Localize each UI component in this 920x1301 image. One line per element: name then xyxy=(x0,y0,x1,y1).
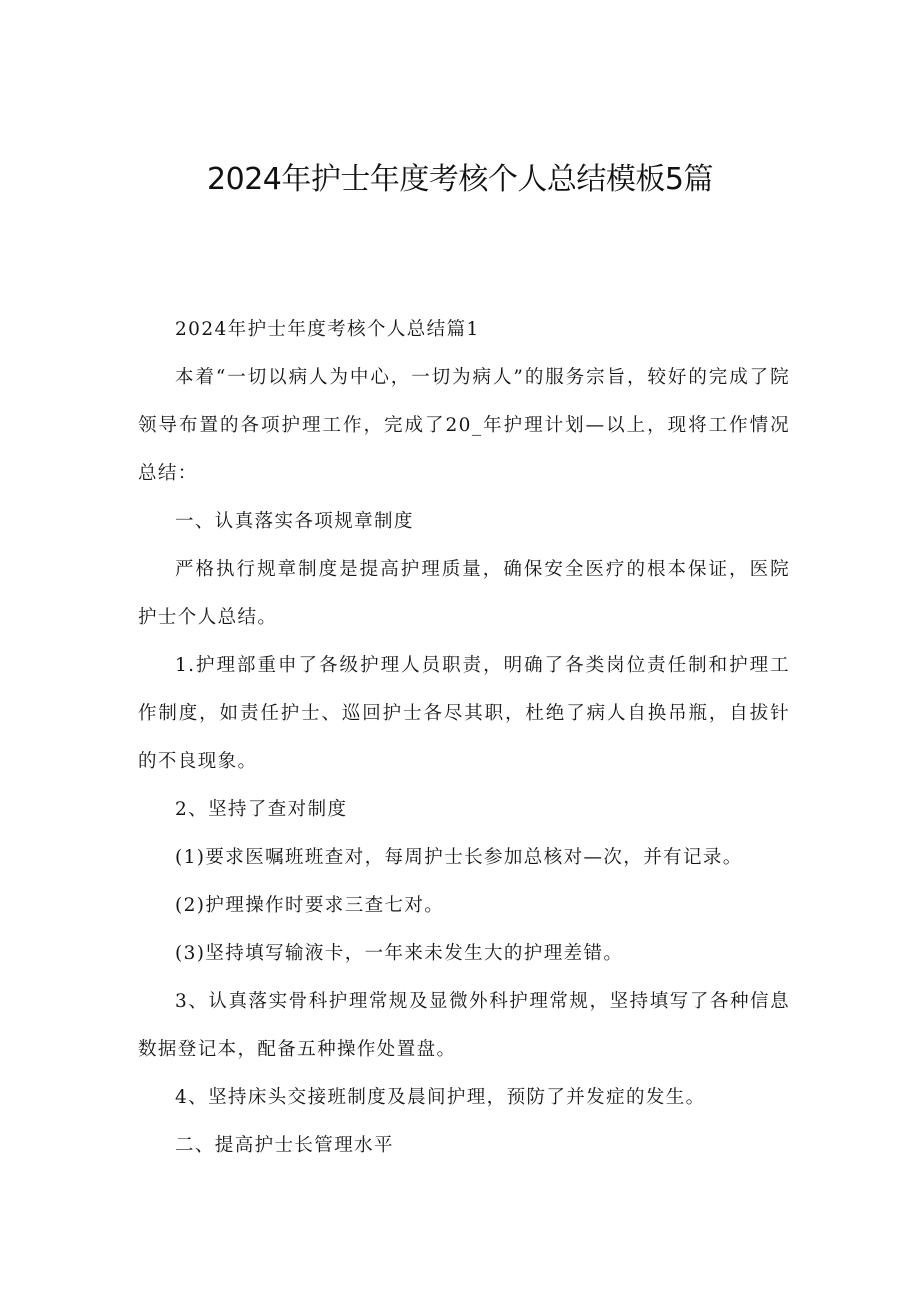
list-item-1: 1.护理部重申了各级护理人员职责，明确了各类岗位责任制和护理工作制度，如责任护士、巡回护士各尽其职，杜绝了病人自换吊瓶，自拔针的不良现象。 xyxy=(138,655,790,772)
list-item-2: 2、坚持了查对制度 xyxy=(175,799,348,820)
heading-1: 一、认真落实各项规章制度 xyxy=(175,511,414,532)
list-item-4: 4、坚持床头交接班制度及晨间护理，预防了并发症的发生。 xyxy=(175,1087,706,1108)
paragraph-rules: 严格执行规章制度是提高护理质量，确保安全医疗的根本保证，医院护士个人总结。 xyxy=(138,559,790,628)
intro-paragraph: 本着“一切以病人为中心，一切为病人”的服务宗旨，较好的完成了院领导布置的各项护理工作，完成了20_年护理计划—以上，现将工作情况总结： xyxy=(138,367,790,484)
heading-2: 二、提高护士长管理水平 xyxy=(175,1135,394,1156)
document-body xyxy=(138,306,790,1170)
section-heading-1: 2024年护士年度考核个人总结篇1 xyxy=(175,319,480,340)
sub-item-1: (1)要求医嘱班班查对，每周护士长参加总核对—次，并有记录。 xyxy=(175,847,743,868)
list-item-3: 3、认真落实骨科护理常规及显微外科护理常规，坚持填写了各种信息数据登记本，配备五种操作处置盘。 xyxy=(138,991,790,1060)
sub-item-2: (2)护理操作时要求三查七对。 xyxy=(175,895,445,916)
document-title: 2024年护士年度考核个人总结模板5篇 xyxy=(207,162,713,197)
sub-item-3: (3)坚持填写输液卡，一年来未发生大的护理差错。 xyxy=(175,943,624,964)
